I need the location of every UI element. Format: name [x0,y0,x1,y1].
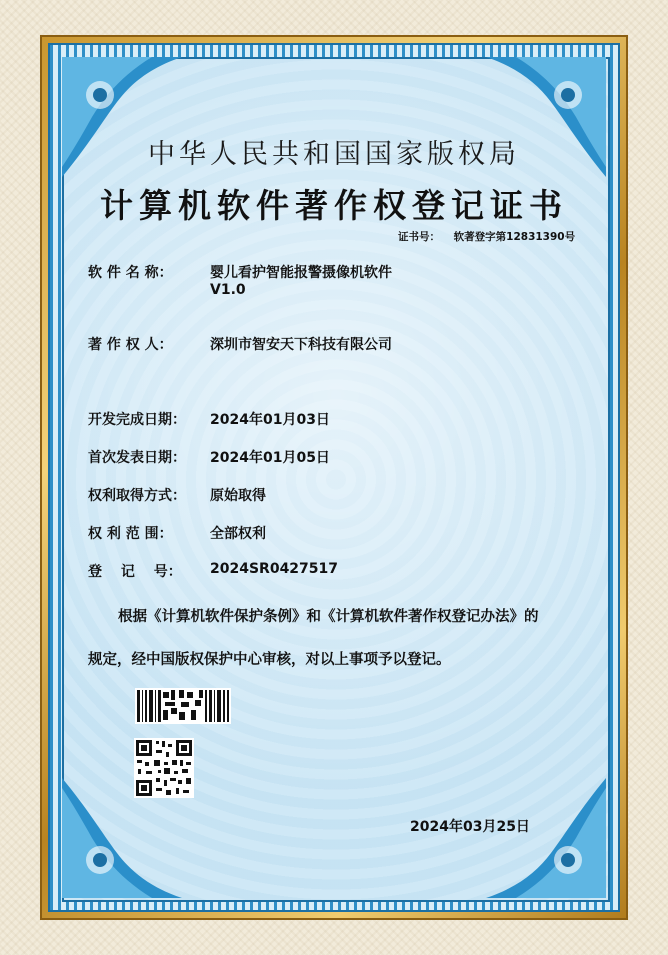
field-value: 2024年01月03日 [210,412,330,428]
field-label: 权 利 范 围： [88,526,173,542]
certificate-number-label: 证书号： [398,231,440,243]
certificate-title: 计算机软件著作权登记证书 [100,186,568,225]
field-development-date [88,409,330,429]
field-first-publication-date [88,447,330,467]
software-version: V1.0 [210,282,246,298]
qr-code-icon [134,738,194,798]
field-label: 软 件 名 称： [88,265,173,281]
field-registration-number [88,561,339,581]
corner-ornament-icon [486,778,606,898]
field-value: 2024年01月05日 [210,450,330,466]
issue-date: 2024年03月25日 [410,819,530,835]
field-value: 原始取得 [210,488,266,504]
field-acquisition-method [88,485,266,505]
field-value: 全部权利 [210,526,266,542]
field-copyright-owner [88,334,392,354]
field-value: 婴儿看护智能报警摄像机软件 [210,265,392,281]
statement-line-2: 规定，经中国版权保护中心审核，对以上事项予以登记。 [88,652,451,668]
field-label: 登 记 号： [88,564,182,580]
field-label: 开发完成日期： [88,412,186,428]
field-scope-of-rights [88,523,266,543]
field-value: 2024SR0427517 [210,561,339,577]
statement-line-1: 根据《计算机软件保护条例》和《计算机软件著作权登记办法》的 [118,609,539,625]
field-label: 首次发表日期： [88,450,186,466]
certificate-number [398,229,585,244]
barcode-icon [135,688,231,724]
field-label: 著 作 权 人： [88,337,173,353]
field-software-name [88,262,392,298]
field-value: 深圳市智安天下科技有限公司 [210,337,392,353]
certificate-number-value: 软著登字第12831390号 [453,231,576,243]
field-label: 权利取得方式： [88,488,186,504]
issuer-title: 中华人民共和国国家版权局 [148,139,520,170]
